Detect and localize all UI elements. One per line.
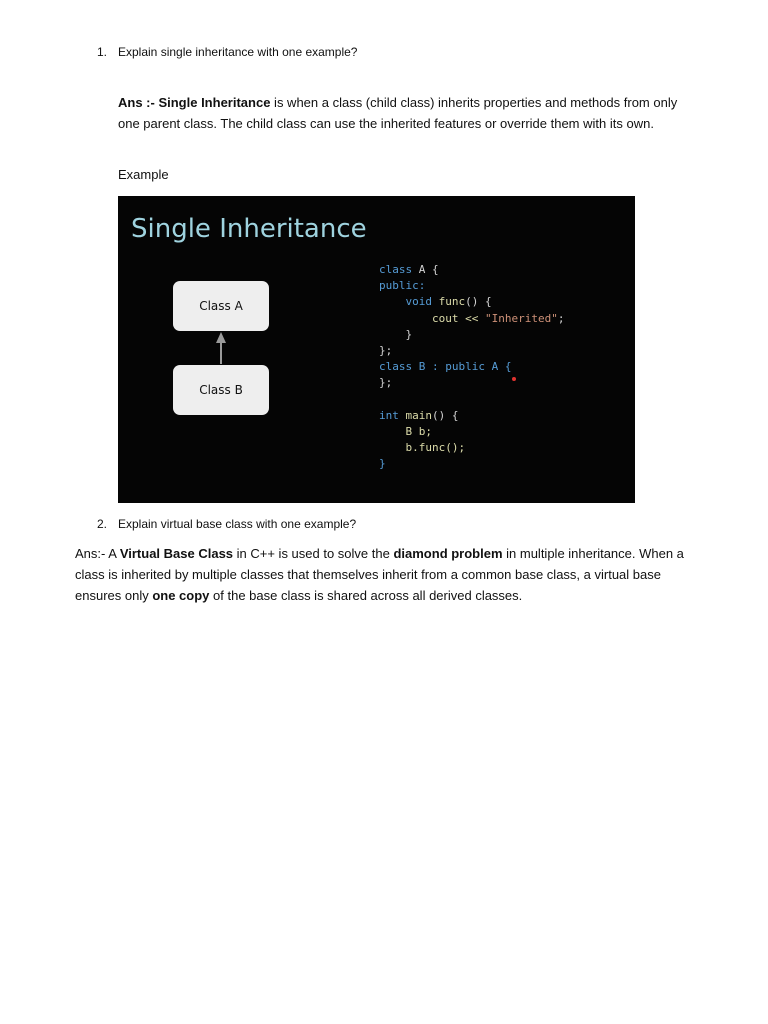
- code-kw: int: [379, 408, 399, 422]
- answer-2: [75, 543, 693, 606]
- code-fn: func: [438, 295, 466, 309]
- code-text: }: [405, 327, 413, 341]
- answer-1-term: Single Inheritance: [158, 95, 271, 110]
- code-fn: main: [405, 408, 432, 422]
- code-kw: void: [405, 295, 432, 309]
- code-snippet: [379, 262, 564, 473]
- parent-class-box: Class A: [173, 281, 269, 331]
- cursor-dot: [512, 377, 516, 381]
- inheritance-arrow-shaft: [220, 342, 222, 364]
- code-fn: func: [418, 441, 446, 455]
- code-text: b.: [405, 441, 419, 455]
- example-label: Example: [118, 167, 169, 182]
- code-text: };: [379, 376, 393, 390]
- code-text: B b;: [405, 425, 432, 439]
- answer-2-part-1: Ans:- A: [75, 546, 120, 561]
- answer-1-prefix: Ans :-: [118, 95, 159, 110]
- question-2-text: Explain virtual base class with one example?: [118, 517, 357, 531]
- answer-2-term-one-copy: one copy: [152, 588, 210, 603]
- answer-2-term-diamond-problem: diamond problem: [393, 546, 503, 561]
- code-text: cout <<: [431, 311, 485, 325]
- code-kw: class: [379, 360, 413, 374]
- child-class-box: Class B: [173, 365, 269, 415]
- code-string: "Inherited": [484, 311, 558, 325]
- answer-2-part-2: in C++ is used to solve the: [233, 546, 394, 561]
- code-kw: class: [379, 263, 413, 276]
- code-text: () {: [465, 295, 492, 309]
- code-text: B :: [412, 360, 446, 374]
- answer-2-part-3: in multiple inheritance. When a class is inherited by multiple classes that themselves inherit from a common base class, a virtual base ensures only: [75, 546, 684, 603]
- code-text: A {: [485, 360, 512, 374]
- code-kw: public: [445, 360, 485, 374]
- question-1: [97, 45, 357, 59]
- code-text: ();: [445, 441, 466, 455]
- answer-1-body: is when a class (child class) inherits properties and methods from only one parent class. The child class can use the inherited features or override them with its own.: [118, 95, 678, 131]
- answer-2-term-virtual-base-class: Virtual Base Class: [119, 546, 234, 561]
- question-1-number: 1.: [97, 45, 108, 59]
- code-text: };: [379, 344, 393, 358]
- question-2: [97, 517, 356, 531]
- answer-2-part-4: of the base class is shared across all derived classes.: [209, 588, 523, 603]
- code-text: ;: [557, 311, 565, 325]
- code-text: A {: [412, 263, 439, 276]
- question-2-number: 2.: [97, 517, 108, 531]
- code-kw: public:: [379, 279, 426, 293]
- slide-title: Single Inheritance: [131, 214, 367, 244]
- code-text: () {: [432, 408, 459, 422]
- example-slide-image: [118, 196, 635, 503]
- code-text: }: [379, 457, 386, 471]
- question-1-text: Explain single inheritance with one example?: [118, 45, 358, 59]
- answer-1: [118, 92, 693, 134]
